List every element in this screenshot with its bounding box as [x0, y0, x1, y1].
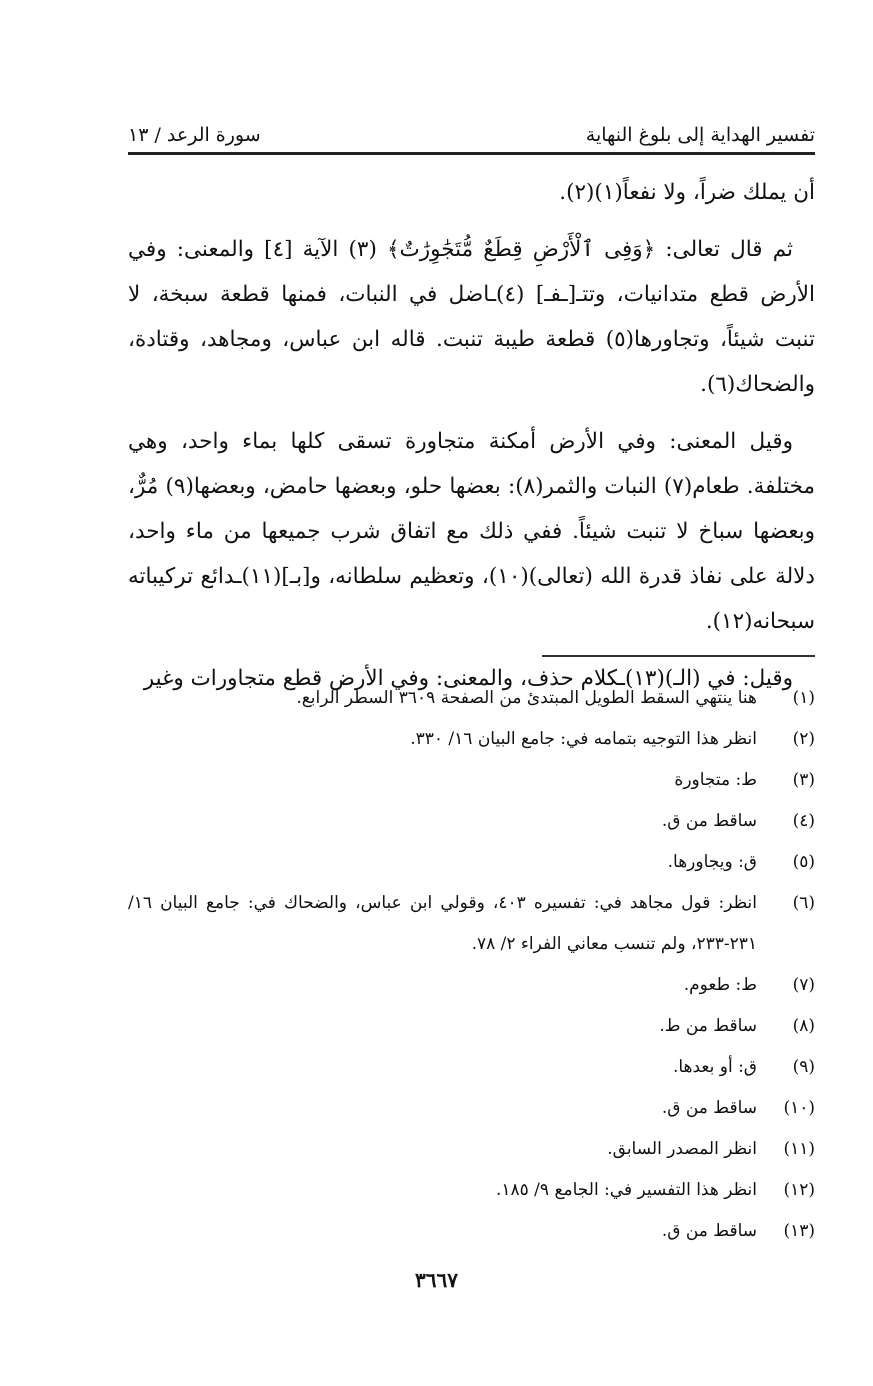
surah-label: سورة الرعد / ١٣: [128, 124, 261, 146]
paragraph: أن يملك ضراً، ولا نفعاً(١)(٢).: [559, 180, 815, 205]
footnote-text: هنا ينتهي السقط الطويل المبتدئ من الصفحة ٣٦٠٩ السطر الرابع.: [296, 688, 757, 708]
footnote: [128, 801, 815, 842]
footnote-number: (١٠): [783, 1098, 815, 1118]
page-number: ٣٦٦٧: [415, 1268, 458, 1292]
footnote-text: ساقط من ق.: [661, 811, 757, 831]
paragraph: وقيل: في (الـ)(١٣)ـكلام حذف، والمعنى: وفي الأرض قطع متجاورات وغير: [143, 666, 793, 691]
footnote: [128, 1170, 815, 1211]
paragraph: ثم قال تعالى: ﴿وَفِى ٱلْأَرْضِ قِطَعٌ مُّتَجَٰوِرَٰتٌ﴾ (٣) الآية [٤] والمعنى: وفي الأرض قطع متدانيات، وتتـ[ـفـ] (٤)ـاضل في النبات، فمنها قطعة سبخة، لا تنبت شيئاً، وتجاورها(٥) قطعة طيبة تنبت. قاله ابن عباس، ومجاهد، وقتادة، والضحاك(٦).: [128, 237, 815, 397]
footnote-text: انظر هذا التفسير في: الجامع ٩/ ١٨٥.: [495, 1180, 757, 1200]
footnote-text: ساقط من ط.: [659, 1016, 757, 1036]
footnote: [128, 883, 815, 965]
footnote-text: ط: طعوم.: [683, 975, 757, 995]
footnote-number: (٩): [792, 1057, 815, 1077]
footnote-divider: [542, 655, 815, 657]
footnote: [128, 1006, 815, 1047]
paragraph: وقيل المعنى: وفي الأرض أمكنة متجاورة تسقى كلها بماء واحد، وهي مختلفة. طعام(٧) النبات والثمر(٨): بعضها حلو، وبعضها حامض، وبعضها(٩) مُرٌّ، وبعضها سباخ لا تنبت شيئاً. ففي ذلك مع اتفاق شرب جميعها من ماء واحد، دلالة على نفاذ قدرة الله (تعالى)(١٠)، وتعظيم سلطانه، و[بـ](١١)ـدائع تركيباته سبحانه(١٢).: [128, 429, 816, 634]
footnote-text: انظر: قول مجاهد في: تفسيره ٤٠٣، وقولي ابن عباس، والضحاك في: جامع البيان ١٦/ ٢٣١-٢٣٣، ولم تنسب معاني الفراء ٢/ ٧٨.: [128, 893, 757, 954]
footnote-number: (١١): [783, 1139, 815, 1159]
footnote-text: ق: ويجاورها.: [667, 852, 757, 872]
footnote-text: ساقط من ق.: [661, 1221, 757, 1241]
footnote-text: ساقط من ق.: [661, 1098, 757, 1118]
book-title: تفسير الهداية إلى بلوغ النهاية: [585, 124, 815, 146]
footnote: [128, 1211, 815, 1252]
footnote: [128, 965, 815, 1006]
footnote: [128, 760, 815, 801]
footnote: [128, 1088, 815, 1129]
footnote-number: (١٣): [783, 1221, 815, 1241]
footnote-number: (١٢): [783, 1180, 815, 1200]
footnote-number: (٦): [792, 893, 815, 913]
footnote-text: انظر المصدر السابق.: [607, 1139, 757, 1159]
footnote-number: (٢): [792, 729, 815, 749]
main-text: [128, 170, 815, 713]
footnote-number: (٨): [792, 1016, 815, 1036]
footnote-number: (٧): [792, 975, 815, 995]
footnote: [128, 1129, 815, 1170]
footnote-number: (٥): [792, 852, 815, 872]
footnote-number: (٤): [792, 811, 815, 831]
footnote-number: (٣): [792, 770, 815, 790]
footnote-text: انظر هذا التوجيه بتمامه في: جامع البيان ١٦/ ٣٣٠.: [410, 729, 757, 749]
footnote: [128, 842, 815, 883]
footnote-text: ط: متجاورة: [674, 770, 757, 790]
footnote: [128, 678, 815, 719]
footnotes: [128, 678, 815, 1252]
footnote-number: (١): [792, 688, 815, 708]
running-header: [128, 112, 815, 155]
footnote: [128, 1047, 815, 1088]
footnote-text: ق: أو بعدها.: [672, 1057, 757, 1077]
footnote: [128, 719, 815, 760]
